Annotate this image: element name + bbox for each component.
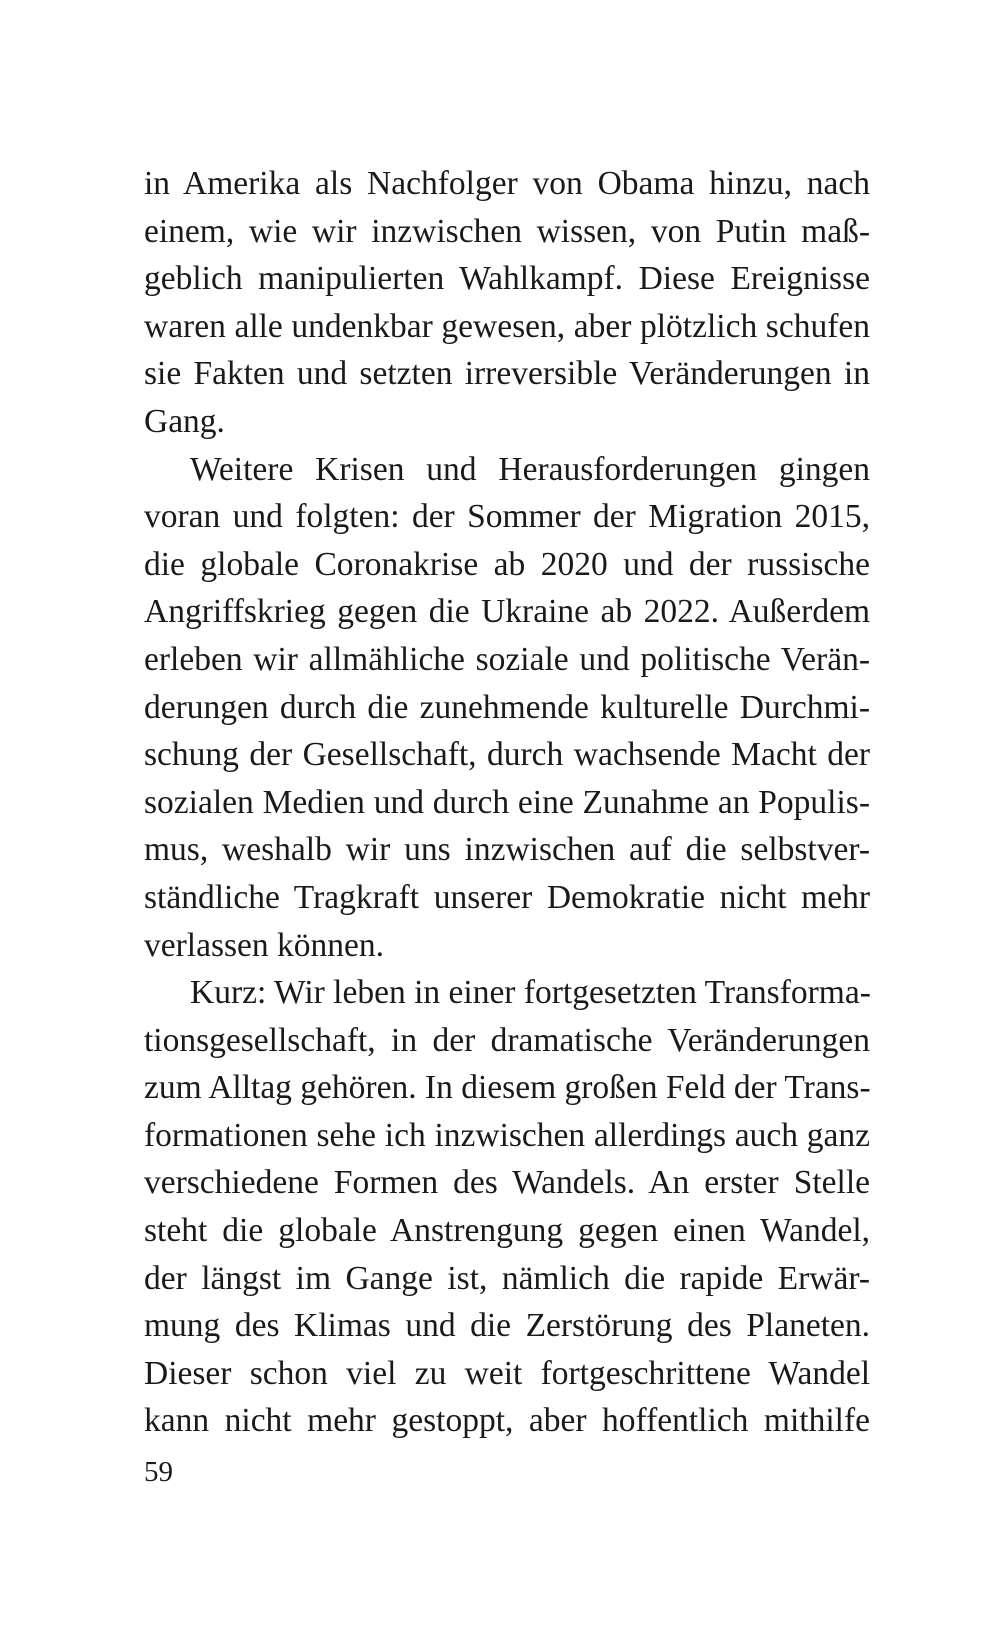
text-line: steht die globale Anstrengung gegen einen Wandel, xyxy=(144,1212,870,1250)
text-line: verschiedene Formen des Wandels. An erster Stelle xyxy=(144,1164,870,1202)
text-line: Kurz: Wir leben in einer fortgesetzten Transforma- xyxy=(190,974,871,1012)
text-line: derungen durch die zunehmende kulturelle Durchmi- xyxy=(144,688,870,726)
text-line: formationen sehe ich inzwischen allerdings auch ganz xyxy=(144,1116,870,1154)
text-line: erleben wir allmähliche soziale und politische Verän- xyxy=(144,640,870,678)
page-number: 59 xyxy=(144,1456,173,1488)
text-line: die globale Coronakrise ab 2020 und der russische xyxy=(144,545,870,583)
text-line: Gang. xyxy=(144,402,225,440)
text-line: in Amerika als Nachfolger von Obama hinzu, nach xyxy=(144,165,870,202)
text-line: ständliche Tragkraft unserer Demokratie nicht mehr xyxy=(144,878,870,916)
text-line: sozialen Medien und durch eine Zunahme an Populis- xyxy=(144,783,870,821)
text-line: Angriffskrieg gegen die Ukraine ab 2022. Außerdem xyxy=(144,593,870,631)
text-line: kann nicht mehr gestoppt, aber hoffentlich mithilfe xyxy=(144,1402,870,1440)
paragraph-2 xyxy=(144,446,870,970)
text-line: waren alle undenkbar gewesen, aber plötzlich schufen xyxy=(144,307,870,345)
text-line: schung der Gesellschaft, durch wachsende Macht der xyxy=(144,736,870,774)
text-line: geblich manipulierten Wahlkampf. Diese Ereignisse xyxy=(144,260,870,298)
paragraph-3 xyxy=(144,969,870,1445)
text-line: mung des Klimas und die Zerstörung des Planeten. xyxy=(144,1307,870,1345)
paragraph-1 xyxy=(144,160,870,446)
text-line: verlassen können. xyxy=(144,926,385,964)
text-line: der längst im Gange ist, nämlich die rapide Erwär- xyxy=(144,1259,870,1297)
text-line: mus, weshalb wir uns inzwischen auf die selbstver- xyxy=(144,831,870,869)
body-text xyxy=(144,160,870,1445)
text-line: Dieser schon viel zu weit fortgeschrittene Wandel xyxy=(144,1354,870,1392)
text-line: voran und folgten: der Sommer der Migration 2015, xyxy=(144,498,870,536)
text-line: tionsgesellschaft, in der dramatische Veränderungen xyxy=(144,1021,870,1059)
text-line: Weitere Krisen und Herausforderungen gingen xyxy=(190,450,870,488)
text-line: zum Alltag gehören. In diesem großen Feld der Trans- xyxy=(144,1069,871,1107)
text-line: einem, wie wir inzwischen wissen, von Putin maß- xyxy=(144,212,870,250)
text-line: sie Fakten und setzten irreversible Veränderungen in xyxy=(144,355,870,393)
